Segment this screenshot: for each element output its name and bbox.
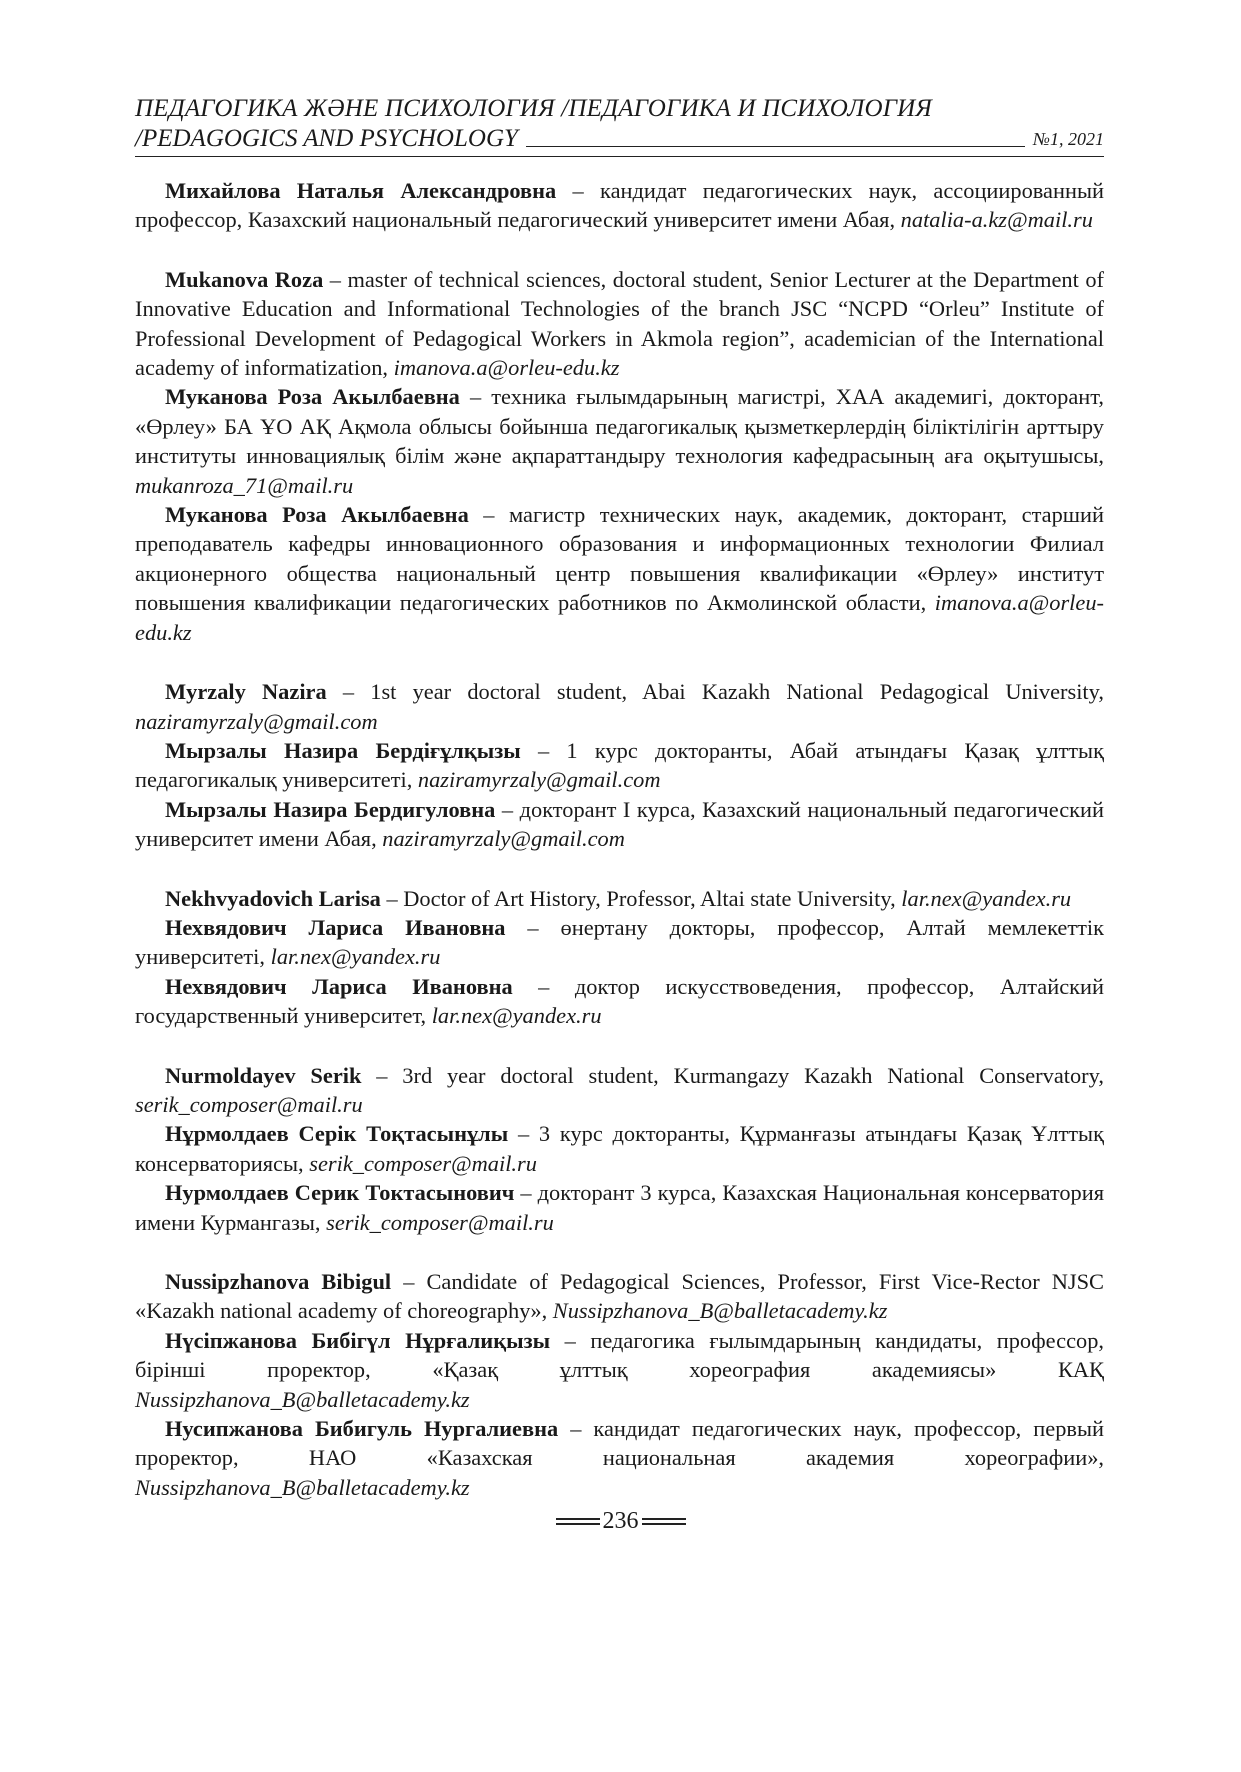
- author-email: naziramyrzaly@gmail.com: [382, 826, 625, 852]
- author-name: Nussipzhanova Bibigul: [165, 1269, 392, 1294]
- author-email: mukanroza_71@mail.ru: [135, 472, 354, 498]
- author-name: Нехвядович Лариса Ивановна: [165, 973, 513, 999]
- author-name: Нусипжанова Бибигуль Нургалиевна: [165, 1416, 559, 1442]
- author-email: Nussipzhanova_B@balletacademy.kz: [135, 1386, 470, 1412]
- author-description: – магистр технических наук, академик, докторант, старший преподаватель кафедры инновационного образования и информационных технологии Филиал акционерного общества национальный центр повышения квалификации «Өрлеу» институт повышения квалификации педагогических работников по Акмолинской области,: [135, 502, 1104, 616]
- author-name: Nurmoldayev Serik: [165, 1062, 362, 1088]
- author-description: – техника ғылымдарының магистрі, ХАА академигі, докторант, «Өрлеу» БА ҰО АҚ Ақмола облысы бойынша педагогикалық қызметкерлердің біліктілігін арттыру институты инновациялық білім және ақпараттандыру технология кафедрасының аға оқытушысы,: [135, 384, 1104, 469]
- author-email: natalia-a.kz@mail.ru: [900, 207, 1093, 233]
- header-title-line2-row: [135, 124, 1104, 154]
- issue-number: №1, 2021: [1033, 129, 1104, 149]
- author-email: lar.nex@yandex.ru: [270, 944, 441, 970]
- author-email: lar.nex@yandex.ru: [431, 1003, 602, 1029]
- author-description: – докторант I курса, Казахский национальный педагогический университет имени Абая,: [135, 796, 1104, 852]
- author-name: Нүсіпжанова Бибігүл Нұрғалиқызы: [165, 1327, 551, 1353]
- author-name: Муканова Роза Акылбаевна: [165, 384, 460, 410]
- author-email: lar.nex@yandex.ru: [901, 885, 1072, 911]
- page-number: 236: [602, 1508, 639, 1534]
- author-name: Михайлова Наталья Александровна: [165, 178, 557, 203]
- author-entry: [135, 382, 1104, 500]
- author-name: Мырзалы Назира Бердигуловна: [165, 796, 496, 822]
- author-name: Mukanova Roza: [165, 266, 324, 292]
- author-entry: [135, 1267, 1104, 1326]
- author-description: – педагогика ғылымдарының кандидаты, профессор, бірінші проректор, «Қазақ ұлттық хореография академиясы» КАҚ: [135, 1327, 1104, 1383]
- author-description: – доктор искусствоведения, профессор, Алтайский государственный университет,: [135, 973, 1104, 1029]
- author-email: serik_composer@mail.ru: [135, 1091, 363, 1117]
- paragraph-gap: [135, 1031, 1104, 1061]
- author-entry: [135, 1119, 1104, 1178]
- author-email: Nussipzhanova_B@balletacademy.kz: [552, 1298, 888, 1324]
- author-email: serik_composer@mail.ru: [309, 1150, 537, 1176]
- author-list: [135, 176, 1104, 1502]
- running-header: [135, 94, 1104, 157]
- author-email: imanova.a@orleu-edu.kz: [393, 355, 620, 381]
- author-name: Нурмолдаев Серик Токтасынович: [165, 1180, 515, 1206]
- author-description: – 3rd year doctoral student, Kurmangazy Kazakh National Conservatory,: [361, 1062, 1104, 1088]
- footer-left-bars: [556, 1518, 600, 1525]
- author-email: naziramyrzaly@gmail.com: [417, 767, 661, 793]
- author-name: Нехвядович Лариса Ивановна: [165, 914, 506, 940]
- paragraph-gap: [135, 854, 1104, 884]
- author-entry: [135, 1414, 1104, 1502]
- header-title-line2: /PEDAGOGICS AND PSYCHOLOGY: [135, 125, 518, 152]
- author-description: – докторант 3 курса, Казахская Национальная консерватория имени Курмангазы,: [135, 1180, 1104, 1235]
- author-description: – master of technical sciences, doctoral student, Senior Lecturer at the Department of Innovative Education and Informational Technologies of the branch JSC “NCPD “Orleu” Institute of Professional Development of Pedagogical Workers in Akmola region”, academician of the International academy of informatization,: [135, 266, 1104, 381]
- author-name: Nekhvyadovich Larisa: [165, 885, 381, 911]
- author-entry: [135, 972, 1104, 1031]
- author-description: – 3 курс докторанты, Құрманғазы атындағы Қазақ Ұлттық консерваториясы,: [135, 1121, 1104, 1176]
- paragraph-gap: [135, 647, 1104, 677]
- author-entry: [135, 913, 1104, 972]
- author-name: Нұрмолдаев Серік Тоқтасынұлы: [165, 1121, 509, 1147]
- author-name: Мырзалы Назира Бердіғұлқызы: [165, 737, 521, 763]
- paragraph-gap: [135, 235, 1104, 265]
- header-rule: [526, 146, 1025, 147]
- author-entry: [135, 500, 1104, 647]
- author-entry: [135, 1178, 1104, 1237]
- page-footer: [0, 1508, 1241, 1535]
- header-divider: [135, 156, 1104, 157]
- author-entry: [135, 884, 1104, 913]
- footer-right-bars: [642, 1518, 686, 1525]
- author-name: Myrzaly Nazira: [165, 679, 327, 705]
- author-description: – кандидат педагогических наук, профессор, первый проректор, НАО «Казахская национальная академия хореографии»,: [135, 1416, 1104, 1471]
- author-description: – кандидат педагогических наук, ассоциированный профессор, Казахский национальный педагогический университет имени Абая,: [135, 178, 1104, 233]
- author-entry: [135, 176, 1104, 235]
- author-entry: [135, 265, 1104, 383]
- author-email: naziramyrzaly@gmail.com: [135, 708, 378, 734]
- author-description: – 1 курс докторанты, Абай атындағы Қазақ ұлттық педагогикалық университеті,: [135, 737, 1104, 793]
- author-description: – 1st year doctoral student, Abai Kazakh National Pedagogical University,: [326, 679, 1104, 705]
- author-entry: [135, 1061, 1104, 1120]
- author-entry: [135, 795, 1104, 854]
- author-name: Муканова Роза Акылбаевна: [165, 502, 469, 528]
- author-description: – өнертану докторы, профессор, Алтай мемлекеттік университеті,: [135, 914, 1104, 970]
- author-email: serik_composer@mail.ru: [326, 1209, 554, 1235]
- author-email: Nussipzhanova_B@balletacademy.kz: [135, 1474, 470, 1500]
- author-description: – Doctor of Art History, Professor, Altai state University,: [380, 885, 902, 911]
- author-email: imanova.a@orleu-edu.kz: [135, 590, 1104, 645]
- header-title-line1: ПЕДАГОГИКА ЖӘНЕ ПСИХОЛОГИЯ /ПЕДАГОГИКА И ПСИХОЛОГИЯ: [135, 95, 933, 122]
- paragraph-gap: [135, 1237, 1104, 1267]
- author-entry: [135, 736, 1104, 795]
- author-description: – Candidate of Pedagogical Sciences, Professor, First Vice-Rector NJSC «Kazakh national academy of choreography»,: [135, 1269, 1104, 1324]
- author-entry: [135, 1326, 1104, 1414]
- author-entry: [135, 677, 1104, 736]
